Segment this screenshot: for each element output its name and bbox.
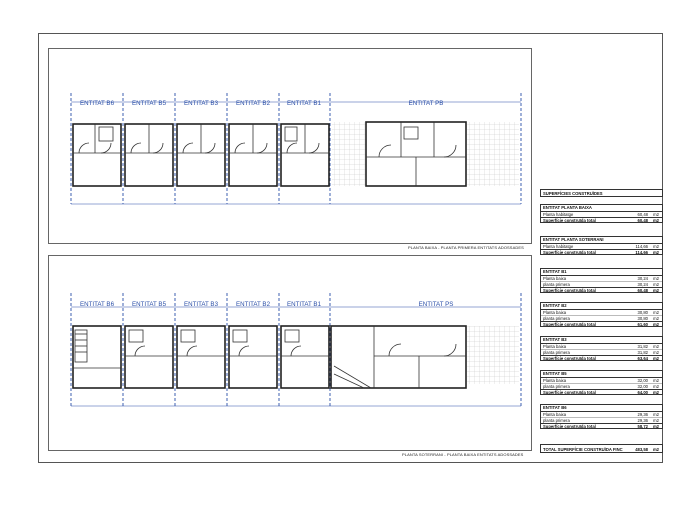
surface-row-value: 32,00: [637, 384, 648, 389]
surface-row-value: 31,82: [637, 344, 648, 349]
surface-row-label: Planta baixa: [543, 276, 567, 281]
terrace-left: [332, 122, 366, 186]
label-entitat-b3: ENTITAT B3: [183, 100, 219, 107]
surface-row-label: Planta habitatge: [543, 244, 574, 249]
surface-total-unit: m2: [652, 288, 659, 293]
units-walls: [73, 122, 466, 186]
label-entitat-pb: ENTITAT PB: [408, 100, 444, 107]
surface-group: [540, 336, 663, 361]
surface-row-unit: m2: [653, 412, 659, 417]
grand-total-unit: m2: [652, 447, 659, 452]
surface-group-title: ENTITAT PLANTA SOTERRANI: [543, 237, 604, 242]
surface-total-unit: m2: [652, 424, 659, 429]
units-walls-bottom: [73, 326, 466, 388]
surface-total-value: 60,48: [637, 288, 648, 293]
surface-total-row: [541, 389, 662, 395]
surface-row-unit: m2: [653, 378, 659, 383]
surfaces-header-text: SUPERFÍCIES CONSTRUÏDES: [543, 191, 603, 196]
surface-row-label: Planta baixa: [543, 412, 567, 417]
surface-row-unit: m2: [653, 344, 659, 349]
surface-row-value: 114,66: [635, 244, 648, 249]
interior-walls-bottom: [73, 326, 466, 388]
surface-row-value: 30,80: [637, 316, 648, 321]
surface-row-unit: m2: [653, 212, 659, 217]
surface-row-unit: m2: [653, 276, 659, 281]
label-entitat-b2: ENTITAT B2: [235, 100, 271, 107]
surface-total-row: [541, 287, 662, 293]
surface-row-label: planta primera: [543, 384, 570, 389]
surface-row-unit: m2: [653, 310, 659, 315]
surface-total-unit: m2: [652, 250, 659, 255]
surface-row-label: Planta baixa: [543, 310, 567, 315]
surface-total-unit: m2: [652, 322, 659, 327]
terrace-bottom: [467, 326, 519, 384]
surface-row-unit: m2: [653, 418, 659, 423]
surface-group-title: ENTITAT PLANTA BAIXA: [543, 205, 592, 210]
zone-dividers: [71, 93, 521, 204]
surface-total-label: Superfície construïda total: [543, 322, 596, 327]
surface-total-unit: m2: [652, 356, 659, 361]
surface-row-unit: m2: [653, 350, 659, 355]
surface-total-value: 60,48: [637, 218, 648, 223]
surface-group: [540, 370, 663, 395]
surface-total-label: Superfície construïda total: [543, 356, 596, 361]
surface-total-label: Superfície construïda total: [543, 218, 596, 223]
surface-total-label: Superfície construïda total: [543, 250, 596, 255]
surface-group: [540, 268, 663, 293]
top-floor-plan: [49, 49, 533, 245]
surface-total-unit: m2: [652, 218, 659, 223]
surface-row-label: planta primera: [543, 282, 570, 287]
surface-total-row: [541, 321, 662, 327]
grand-total-row: [540, 444, 663, 453]
surface-group: [540, 302, 663, 327]
grand-total-label: TOTAL SUPERFÍCIE CONSTRUÏDA FINC: [543, 447, 623, 452]
label-entitat-b3-bottom: ENTITAT B3: [183, 301, 219, 308]
surface-group-title: ENTITAT B1: [543, 269, 567, 274]
surface-row-value: 31,82: [637, 350, 648, 355]
surface-total-value: 114,66: [635, 250, 648, 255]
surface-row-label: Planta baixa: [543, 378, 567, 383]
surface-total-row: [541, 217, 662, 223]
label-entitat-ps: ENTITAT PS: [418, 301, 454, 308]
surface-group-title: ENTITAT B6: [543, 405, 567, 410]
surface-row-value: 30,80: [637, 310, 648, 315]
grand-total-value: 483,58: [635, 447, 648, 452]
label-entitat-b2-bottom: ENTITAT B2: [235, 301, 271, 308]
bottom-plan-panel: [48, 255, 532, 451]
surface-row-label: planta primera: [543, 350, 570, 355]
terrace-right: [467, 122, 519, 186]
interior-walls: [73, 122, 466, 186]
surface-total-label: Superfície construïda total: [543, 424, 596, 429]
surface-row-unit: m2: [653, 282, 659, 287]
surface-row-value: 29,36: [637, 412, 648, 417]
label-entitat-b5-bottom: ENTITAT B5: [131, 301, 167, 308]
top-plan-caption: PLANTA BAIXA - PLANTA PRIMERA ENTITATS ADOSSADES: [408, 245, 524, 250]
surface-total-row: [541, 355, 662, 361]
surface-row-value: 60,48: [637, 212, 648, 217]
surface-row-value: 32,00: [637, 378, 648, 383]
surface-row-value: 30,24: [637, 282, 648, 287]
label-entitat-b1-bottom: ENTITAT B1: [286, 301, 322, 308]
top-plan-panel: [48, 48, 532, 244]
surface-total-unit: m2: [652, 390, 659, 395]
surface-row-value: 29,36: [637, 418, 648, 423]
surface-row-unit: m2: [653, 384, 659, 389]
surface-total-row: [541, 249, 662, 255]
surface-total-value: 58,72: [637, 424, 648, 429]
surface-row-unit: m2: [653, 244, 659, 249]
surface-row-label: planta primera: [543, 418, 570, 423]
surface-group-title: ENTITAT B5: [543, 371, 567, 376]
label-entitat-b1: ENTITAT B1: [286, 100, 322, 107]
surface-row-label: Planta baixa: [543, 344, 567, 349]
zone-dividers-bottom: [71, 293, 521, 406]
surface-total-label: Superfície construïda total: [543, 288, 596, 293]
surfaces-header: [540, 189, 663, 197]
label-entitat-b6-bottom: ENTITAT B6: [79, 301, 115, 308]
surface-row-value: 30,24: [637, 276, 648, 281]
surface-total-value: 61,60: [637, 322, 648, 327]
label-entitat-b6: ENTITAT B6: [79, 100, 115, 107]
surface-row-unit: m2: [653, 316, 659, 321]
surface-total-row: [541, 423, 662, 429]
surface-row-label: Planta habitatge: [543, 212, 574, 217]
surface-group: [540, 236, 663, 255]
surface-group-title: ENTITAT B3: [543, 337, 567, 342]
surface-group: [540, 404, 663, 429]
surface-group: [540, 204, 663, 223]
surface-total-label: Superfície construïda total: [543, 390, 596, 395]
surface-row-label: planta primera: [543, 316, 570, 321]
bottom-plan-caption: PLANTA SOTERRANI - PLANTA BAIXA ENTITATS ADOSSADES: [402, 452, 524, 457]
surface-group-title: ENTITAT B2: [543, 303, 567, 308]
label-entitat-b5: ENTITAT B5: [131, 100, 167, 107]
basement-floor-plan: [49, 256, 533, 452]
surface-total-value: 64,00: [637, 390, 648, 395]
surface-total-value: 63,64: [637, 356, 648, 361]
